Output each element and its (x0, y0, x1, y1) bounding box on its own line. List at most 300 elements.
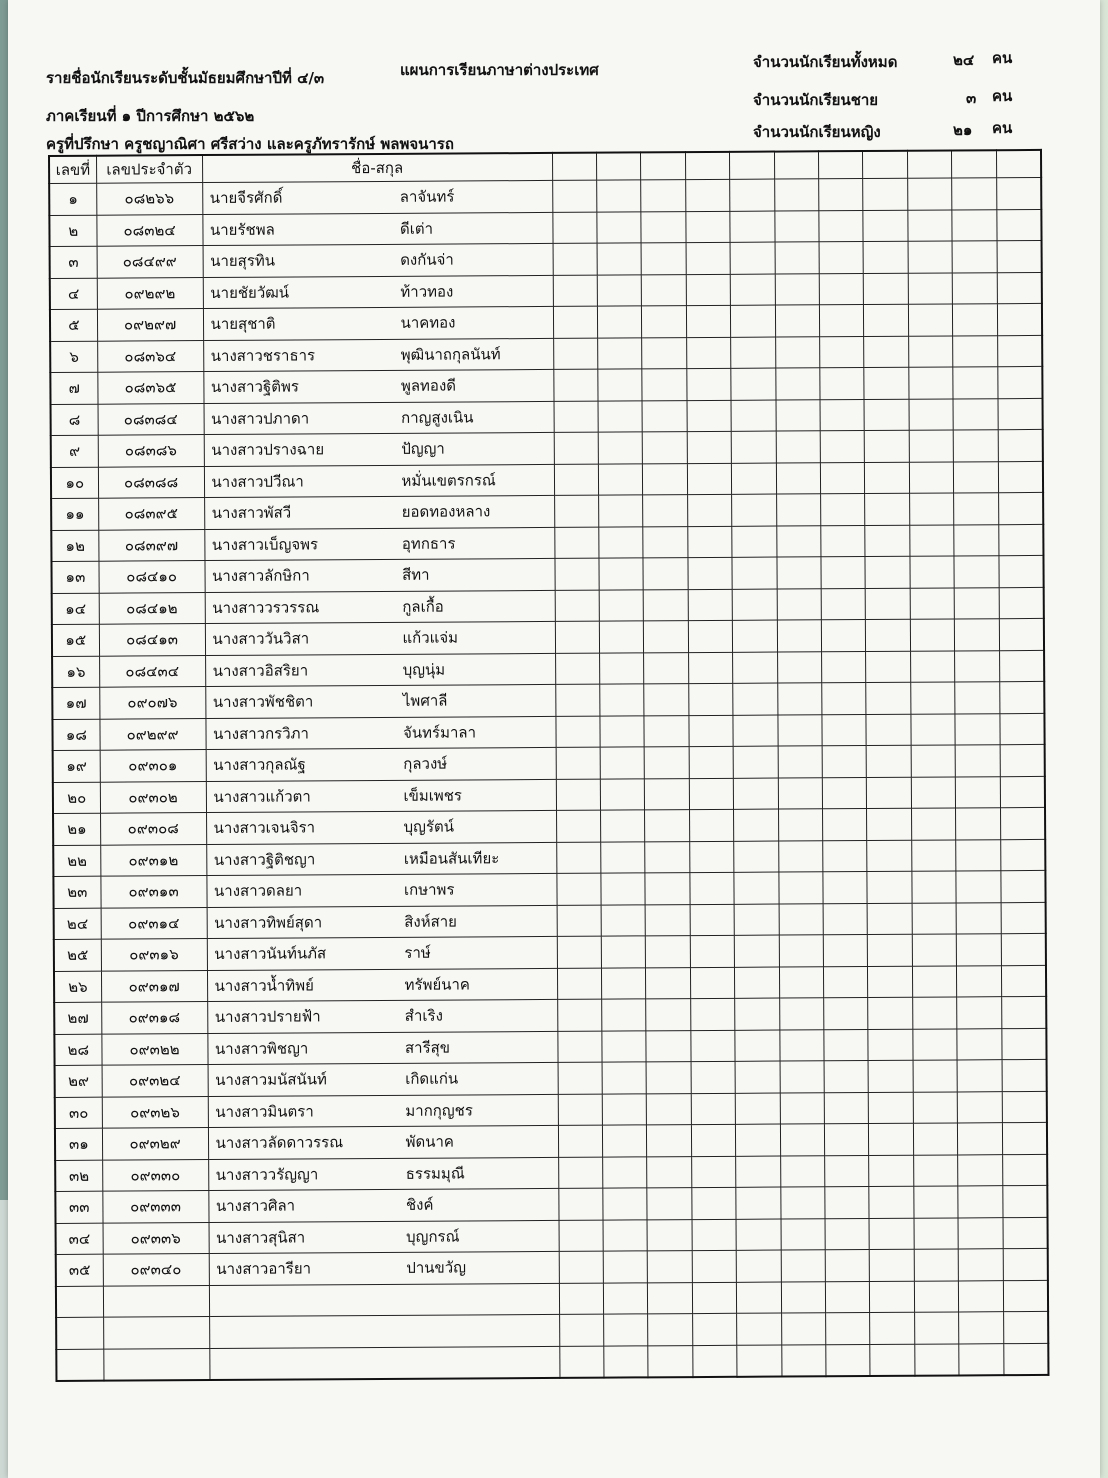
blank-cell (559, 1283, 604, 1315)
blank-cell (597, 211, 642, 243)
student-first-name: นายชัยวัฒน์ (210, 283, 290, 302)
blank-cell (690, 998, 735, 1030)
student-name-cell (206, 842, 556, 876)
student-last-name: ดงกันจ่า (400, 250, 454, 270)
male-students-unit: คน (992, 87, 1013, 105)
blank-cell (870, 1344, 915, 1376)
blank-cell (953, 304, 998, 336)
student-last-name: พูลทองดี (400, 376, 457, 396)
roster-body (49, 177, 1048, 1381)
blank-cell (954, 556, 999, 588)
blank-cell (602, 999, 647, 1031)
blank-cell (691, 1093, 736, 1125)
blank-cell (954, 493, 999, 525)
blank-cell (825, 1218, 870, 1250)
blank-cell (820, 431, 865, 463)
blank-cell (959, 1280, 1004, 1312)
student-last-name: สารีสุข (404, 1038, 451, 1057)
student-name-cell (209, 1314, 559, 1348)
student-last-name: หมั่นเขตรกรณ์ (401, 471, 496, 490)
blank-cell (598, 337, 643, 369)
blank-cell (687, 400, 732, 432)
blank-cell (776, 399, 821, 431)
student-first-name: นางสาววรัญญา (215, 1165, 319, 1184)
blank-cell (733, 652, 778, 684)
blank-cell (559, 1220, 604, 1252)
blank-cell (910, 556, 955, 588)
student-id: ๐๙๓๐๒ (100, 781, 206, 813)
blank-cell (956, 808, 1001, 840)
blank-cell (693, 1345, 738, 1377)
student-number: ๓๑ (55, 1128, 102, 1160)
blank-cell (996, 209, 1041, 241)
blank-cell (1000, 776, 1045, 808)
blank-cell (731, 431, 776, 463)
blank-cell (692, 1219, 737, 1251)
blank-cell (954, 587, 999, 619)
blank-cell (559, 1314, 604, 1346)
blank-cell (997, 366, 1042, 398)
blank-cell (734, 841, 779, 873)
student-id: ๐๙๓๑๗ (101, 970, 207, 1002)
blank-cell (554, 495, 599, 527)
student-first-name: นางสาวอารียา (216, 1259, 312, 1279)
student-id: ๐๘๓๒๔ (97, 214, 203, 246)
student-last-name: ปานขวัญ (406, 1258, 467, 1278)
student-number: ๑๑ (51, 498, 98, 530)
student-roster-table (48, 149, 1049, 1382)
blank-cell (776, 494, 821, 526)
blank-cell (999, 681, 1044, 713)
student-name-cell (209, 1283, 559, 1317)
blank-cell (867, 903, 912, 935)
blank-cell (600, 652, 645, 684)
blank-cell (869, 1218, 914, 1250)
blank-cell (688, 652, 733, 684)
blank-cell (690, 904, 735, 936)
blank-cell (911, 776, 956, 808)
blank-cell (869, 1092, 914, 1124)
student-id: ๐๘๓๙๕ (98, 498, 204, 530)
blank-cell (1002, 1059, 1047, 1091)
student-id: ๐๘๔๑๓ (99, 624, 205, 656)
blank-cell (736, 1219, 781, 1251)
student-id (103, 1285, 209, 1317)
student-name-cell (207, 936, 557, 970)
student-id (103, 1348, 209, 1381)
blank-cell (998, 524, 1043, 556)
blank-cell (603, 1156, 648, 1188)
blank-cell (823, 840, 868, 872)
student-id: ๐๘๓๘๖ (98, 435, 204, 467)
blank-cell (824, 1029, 869, 1061)
blank-cell (600, 715, 645, 747)
blank-cell (909, 493, 954, 525)
blank-cell (730, 179, 775, 211)
blank-cell (600, 810, 645, 842)
blank-cell (781, 1313, 826, 1345)
blank-cell (954, 524, 999, 556)
student-number: ๒๕ (54, 939, 101, 971)
blank-cell (957, 997, 1002, 1029)
student-name-cell (207, 1031, 557, 1065)
blank-cell (686, 305, 731, 337)
student-name-cell (205, 590, 555, 624)
blank-cell (555, 653, 600, 685)
blank-cell (689, 683, 734, 715)
student-id: ๐๘๔๙๙ (97, 246, 203, 278)
student-name-cell (204, 495, 554, 529)
student-name-cell (208, 1062, 558, 1096)
blank-cell (645, 810, 690, 842)
blank-cell (825, 1155, 870, 1187)
blank-cell (689, 841, 734, 873)
blank-cell (554, 432, 599, 464)
blank-cell (999, 618, 1044, 650)
blank-cell (820, 399, 865, 431)
blank-cell (1000, 870, 1045, 902)
student-first-name: นางสาวชราธาร (210, 346, 316, 365)
blank-cell (780, 1124, 825, 1156)
blank-cell (733, 620, 778, 652)
student-number: ๒๙ (55, 1065, 102, 1097)
blank-cell (774, 179, 819, 211)
blank-cell (775, 336, 820, 368)
blank-cell (686, 337, 731, 369)
blank-cell (598, 463, 643, 495)
blank-cell (687, 431, 732, 463)
blank-cell (999, 713, 1044, 745)
blank-cell (688, 589, 733, 621)
blank-cell (997, 335, 1042, 367)
term-line: ภาคเรียนที่ ๑ ปีการศึกษา ๒๕๖๒ (46, 107, 255, 125)
blank-cell (865, 462, 910, 494)
student-first-name: นางสาวลัดดาวรรณ (215, 1133, 344, 1153)
blank-cell (912, 871, 957, 903)
student-last-name: ปัญญา (401, 439, 445, 459)
student-number: ๑๕ (52, 624, 99, 656)
blank-cell (599, 621, 644, 653)
blank-cell (821, 620, 866, 652)
blank-cell (647, 1188, 692, 1220)
student-last-name: ธรรมมุณี (405, 1164, 465, 1183)
blank-cell (914, 1280, 959, 1312)
blank-cell (959, 1312, 1004, 1344)
blank-cell (952, 209, 997, 241)
blank-cell (820, 336, 865, 368)
blank-cell (909, 461, 954, 493)
student-id: ๐๘๓๙๗ (98, 529, 204, 561)
blank-cell (867, 777, 912, 809)
blank-cell (870, 1249, 915, 1281)
blank-cell (603, 1219, 648, 1251)
student-id: ๐๘๓๖๔ (97, 340, 203, 372)
blank-cell (643, 526, 688, 558)
student-number: ๕ (50, 309, 97, 341)
blank-cell (685, 179, 730, 211)
student-id: ๐๙๓๓๓ (103, 1191, 209, 1223)
blank-cell (870, 1281, 915, 1313)
blank-cell (955, 713, 1000, 745)
blank-cell (998, 398, 1043, 430)
student-last-name: เหมือนสันเทียะ (403, 849, 500, 868)
blank-cell (554, 401, 599, 433)
blank-cell (864, 273, 909, 305)
blank-cell (689, 746, 734, 778)
student-name-cell (204, 464, 554, 498)
blank-cell (779, 966, 824, 998)
blank-cell (912, 902, 957, 934)
student-last-name: บุญรัตน์ (403, 817, 455, 837)
blank-cell (603, 1251, 648, 1283)
blank-cell (865, 430, 910, 462)
student-first-name: นางสาวนันท์นภัส (214, 944, 327, 964)
blank-cell (870, 1312, 915, 1344)
blank-cell (825, 1281, 870, 1313)
blank-cell (863, 178, 908, 210)
student-number: ๒๖ (54, 971, 101, 1003)
blank-cell (911, 713, 956, 745)
blank-cell (553, 243, 598, 275)
student-name-cell (207, 905, 557, 939)
blank-cell (601, 904, 646, 936)
student-first-name: นางสาวพัสวี (211, 503, 292, 523)
blank-cell (822, 683, 867, 715)
blank-cell (867, 840, 912, 872)
student-number: ๓๓ (55, 1191, 102, 1223)
student-name-cell (209, 1346, 559, 1380)
student-first-name: นางสาวลักษิกา (212, 566, 310, 586)
blank-cell (733, 683, 778, 715)
blank-cell (737, 1313, 782, 1345)
blank-cell (868, 934, 913, 966)
blank-cell (734, 904, 779, 936)
student-first-name: นางสาวทิพย์สุดา (214, 913, 323, 932)
blank-cell (819, 305, 864, 337)
blank-column-header (774, 151, 819, 179)
blank-cell (955, 650, 1000, 682)
blank-cell (956, 839, 1001, 871)
student-first-name: นางสาวเบ็ญจพร (211, 535, 319, 554)
student-last-name: กาญสูงเนิน (401, 408, 474, 427)
blank-cell (956, 902, 1001, 934)
blank-cell (996, 177, 1041, 209)
blank-cell (822, 777, 867, 809)
blank-cell (865, 493, 910, 525)
column-header-student-id: เลขประจำตัว (96, 155, 202, 183)
student-first-name: นางสาวฐิติพร (210, 377, 299, 397)
student-id: ๐๘๓๖๕ (97, 372, 203, 404)
student-id: ๐๙๒๙๒ (97, 277, 203, 309)
student-name-cell (208, 1125, 558, 1159)
blank-cell (734, 809, 779, 841)
blank-cell (1000, 807, 1045, 839)
student-name-cell (203, 306, 553, 340)
blank-cell (641, 211, 686, 243)
blank-cell (735, 1061, 780, 1093)
blank-cell (732, 526, 777, 558)
blank-cell (781, 1344, 826, 1376)
student-number: ๖ (50, 341, 97, 373)
blank-cell (643, 463, 688, 495)
student-number: ๒ (49, 215, 96, 247)
blank-cell (555, 621, 600, 653)
student-name-cell (205, 716, 555, 750)
blank-column-header (552, 153, 597, 181)
blank-cell (552, 180, 597, 212)
blank-cell (781, 1250, 826, 1282)
blank-cell (778, 777, 823, 809)
blank-cell (1003, 1217, 1048, 1249)
blank-cell (556, 873, 601, 905)
blank-cell (910, 619, 955, 651)
student-first-name: นางสาวปภาดา (211, 409, 310, 428)
blank-cell (691, 1124, 736, 1156)
blank-cell (642, 337, 687, 369)
blank-cell (823, 966, 868, 998)
blank-cell (780, 1061, 825, 1093)
blank-cell (731, 337, 776, 369)
blank-cell (731, 400, 776, 432)
student-name-cell (207, 968, 557, 1002)
blank-cell (735, 1030, 780, 1062)
student-id: ๐๘๔๑๒ (99, 592, 205, 624)
blank-column-header (863, 151, 908, 179)
blank-cell (692, 1313, 737, 1345)
blank-cell (868, 966, 913, 998)
program-label: แผนการเรียนภาษาต่างประเทศ (400, 61, 599, 79)
blank-cell (819, 273, 864, 305)
blank-cell (952, 272, 997, 304)
blank-cell (735, 998, 780, 1030)
student-last-name: แก้วแจ่ม (402, 628, 459, 648)
blank-cell (999, 587, 1044, 619)
blank-cell (913, 1028, 958, 1060)
blank-cell (910, 650, 955, 682)
blank-cell (824, 1092, 869, 1124)
blank-cell (864, 336, 909, 368)
student-first-name: นางสาวเจนจิรา (213, 818, 316, 838)
blank-cell (686, 211, 731, 243)
blank-cell (866, 714, 911, 746)
student-last-name: พุฒินาถกุลนันท์ (400, 344, 501, 364)
blank-cell (604, 1345, 649, 1377)
blank-cell (1000, 839, 1045, 871)
student-name-cell (202, 212, 552, 246)
student-name-cell (208, 1157, 558, 1191)
blank-cell (646, 999, 691, 1031)
blank-cell (953, 430, 998, 462)
blank-cell (646, 936, 691, 968)
blank-cell (692, 1187, 737, 1219)
blank-cell (643, 432, 688, 464)
student-number: ๗ (50, 372, 97, 404)
student-last-name: พัดนาค (405, 1132, 454, 1152)
student-last-name: นาคทอง (400, 313, 456, 333)
blank-cell (953, 461, 998, 493)
blank-cell (777, 651, 822, 683)
student-number: ๑ (49, 183, 96, 215)
student-id: ๐๙๓๑๓ (101, 876, 207, 908)
blank-cell (647, 1156, 692, 1188)
blank-cell (553, 306, 598, 338)
blank-cell (557, 905, 602, 937)
student-last-name: บุญนุ่ม (402, 660, 446, 679)
blank-cell (598, 432, 643, 464)
blank-cell (957, 1028, 1002, 1060)
blank-cell (957, 1091, 1002, 1123)
student-first-name: นางสาววันวิสา (212, 629, 310, 649)
blank-cell (909, 524, 954, 556)
blank-cell (910, 587, 955, 619)
blank-cell (820, 462, 865, 494)
blank-cell (553, 275, 598, 307)
blank-cell (731, 368, 776, 400)
blank-cell (956, 934, 1001, 966)
student-name-cell (203, 275, 553, 309)
student-number: ๓๐ (55, 1097, 102, 1129)
blank-cell (907, 178, 952, 210)
female-students-value: ๒๑ (953, 121, 973, 139)
blank-cell (908, 272, 953, 304)
blank-cell (866, 619, 911, 651)
student-id: ๐๙๓๔๐ (103, 1254, 209, 1286)
blank-cell (602, 1062, 647, 1094)
student-number: ๘ (51, 404, 98, 436)
student-id: ๐๙๒๙๙ (100, 718, 206, 750)
blank-cell (998, 461, 1043, 493)
student-last-name: ชิงค์ (405, 1195, 434, 1215)
blank-cell (689, 778, 734, 810)
blank-cell (644, 589, 689, 621)
blank-cell (912, 934, 957, 966)
student-number: ๓๒ (55, 1160, 102, 1192)
student-first-name: นายสุชาติ (210, 314, 276, 334)
student-number: ๑๗ (52, 687, 99, 719)
blank-cell (775, 368, 820, 400)
blank-column-header (730, 152, 775, 180)
blank-cell (555, 684, 600, 716)
blank-cell (952, 178, 997, 210)
student-name-cell (205, 621, 555, 655)
student-name-cell (207, 999, 557, 1033)
blank-cell (820, 368, 865, 400)
blank-cell (867, 871, 912, 903)
student-number: ๑๔ (52, 593, 99, 625)
blank-cell (910, 682, 955, 714)
blank-cell (913, 1123, 958, 1155)
total-students-value: ๒๔ (953, 51, 975, 69)
blank-cell (736, 1250, 781, 1282)
student-name-cell (209, 1220, 559, 1254)
blank-cell (998, 555, 1043, 587)
student-id: ๐๘๒๖๖ (96, 183, 202, 215)
blank-cell (780, 1155, 825, 1187)
blank-cell (780, 1092, 825, 1124)
blank-cell (691, 1061, 736, 1093)
student-number: ๓๕ (56, 1254, 103, 1286)
blank-cell (1003, 1280, 1048, 1312)
blank-cell (914, 1312, 959, 1344)
student-id: ๐๙๓๓๐ (102, 1159, 208, 1191)
blank-cell (688, 557, 733, 589)
female-students-label: จำนวนนักเรียนหญิง (753, 123, 881, 141)
blank-cell (687, 494, 732, 526)
blank-cell (733, 715, 778, 747)
student-first-name: นางสาวพิชญา (214, 1039, 309, 1058)
blank-cell (863, 210, 908, 242)
blank-cell (776, 431, 821, 463)
